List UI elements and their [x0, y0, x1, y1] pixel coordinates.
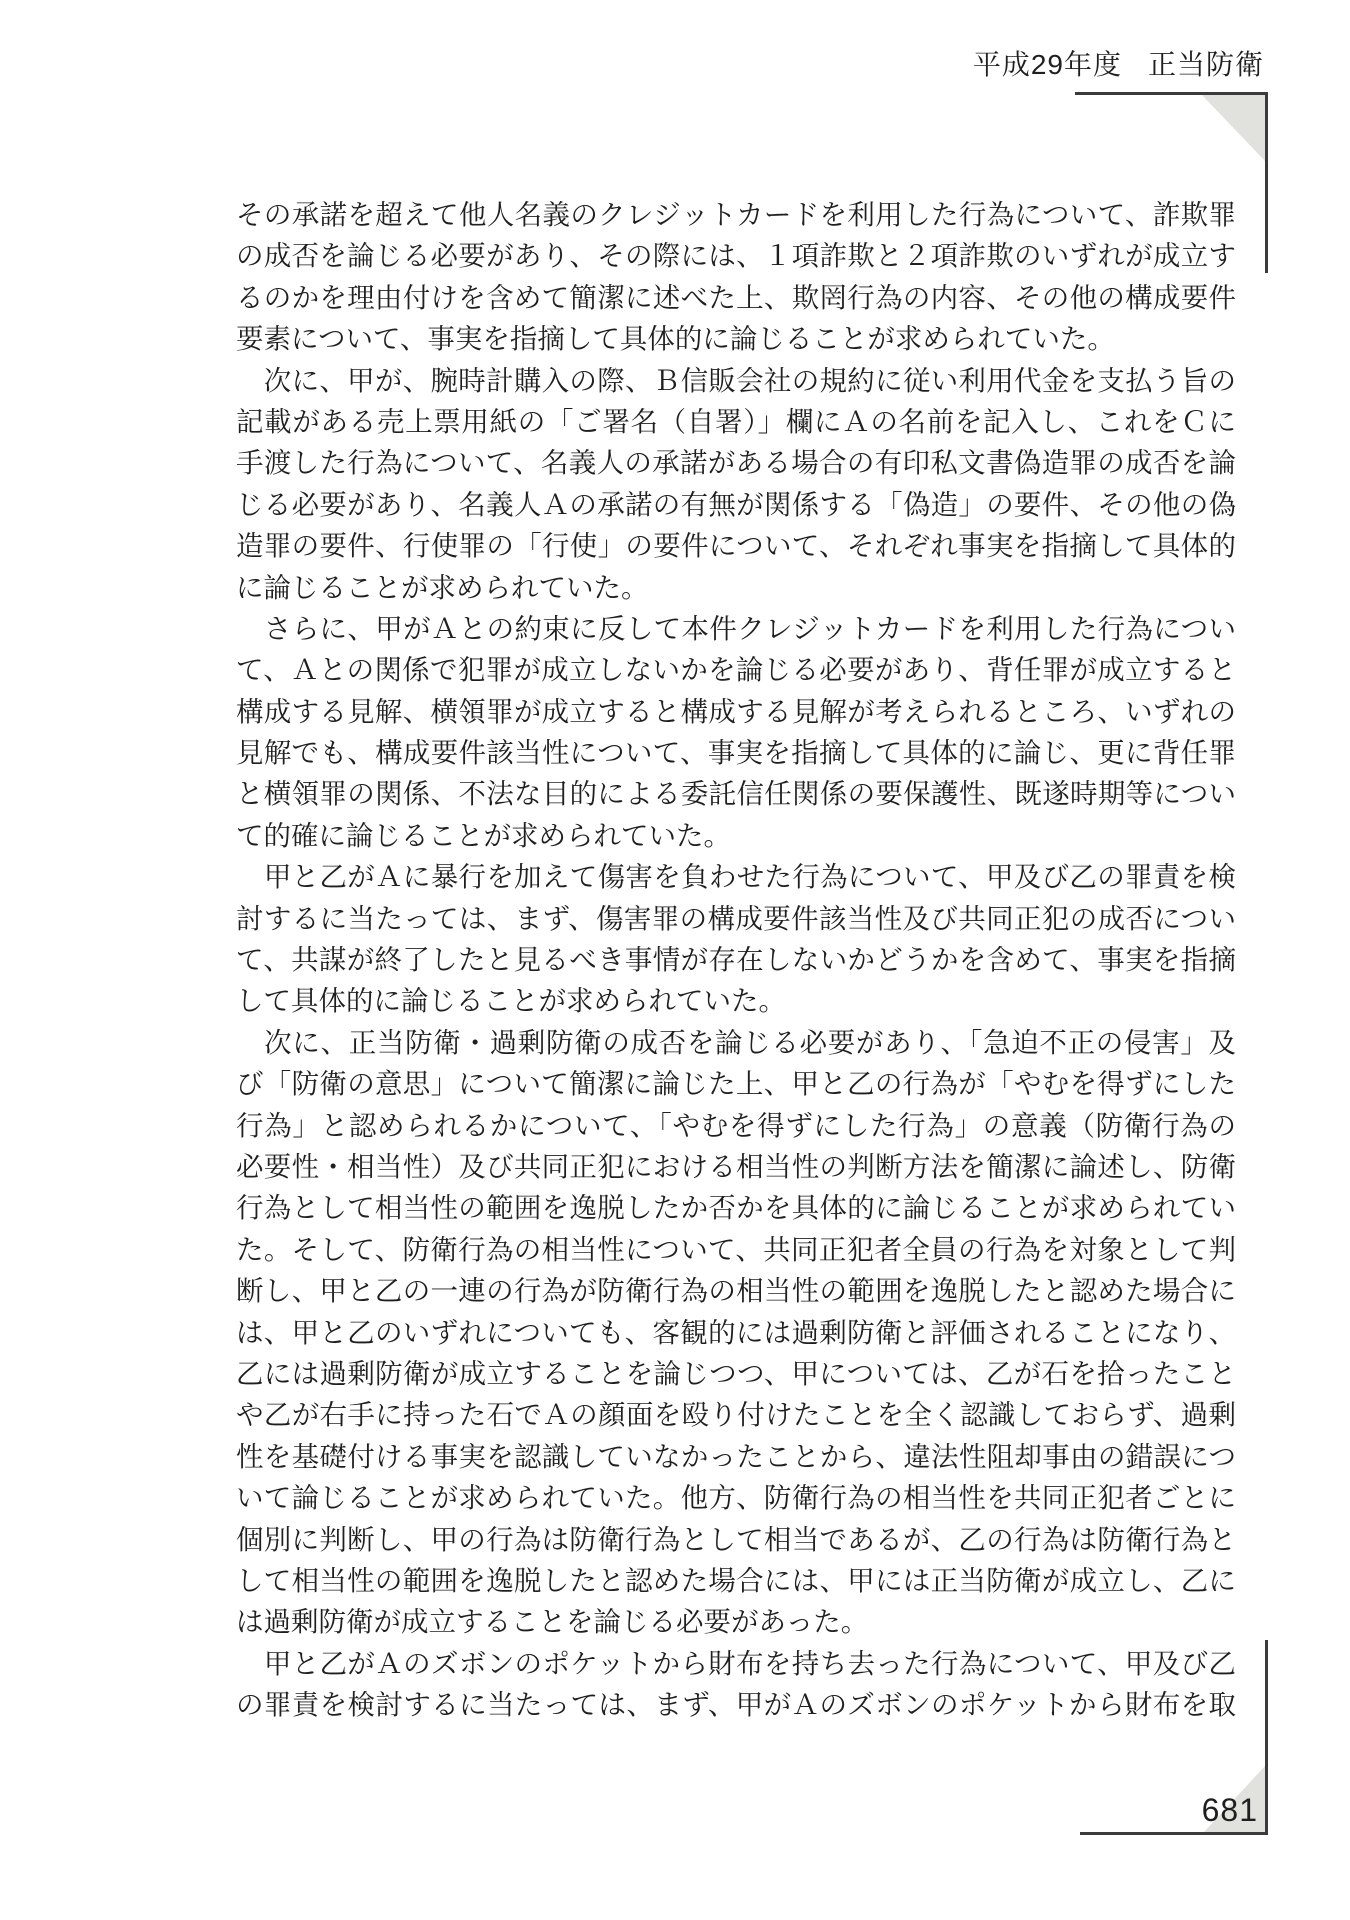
page-number: 681 [1201, 1792, 1258, 1828]
text-line: た。そして、防衛行為の相当性について、共同正犯者全員の行為を対象として判 [236, 1233, 1236, 1266]
header-era-label: 平成29年度 [972, 49, 1122, 80]
text-line: さらに、甲がＡとの約束に反して本件クレジットカードを利用した行為につい [236, 612, 1236, 645]
text-line: 見解でも、構成要件該当性について、事実を指摘して具体的に論じ、更に背任罪 [236, 737, 1236, 770]
text-line: 記載がある売上票用紙の「ご署名（自署）」欄にＡの名前を記入し、これをＣに [236, 405, 1236, 438]
text-line: 個別に判断し、甲の行為は防衛行為として相当であるが、乙の行為は防衛行為と [236, 1523, 1236, 1556]
text-line: じる必要があり、名義人Ａの承諾の有無が関係する「偽造」の要件、その他の偽 [236, 488, 1236, 521]
header-rule-vertical [1265, 92, 1268, 273]
text-line: 行為として相当性の範囲を逸脱したか否かを具体的に論じることが求められてい [236, 1192, 1236, 1225]
text-line: 次に、甲が、腕時計購入の際、Ｂ信販会社の規約に従い利用代金を支払う旨の [236, 364, 1236, 397]
footer-rule-vertical [1265, 1640, 1268, 1835]
text-line: して具体的に論じることが求められていた。 [236, 985, 786, 1018]
text-line: 甲と乙がＡに暴行を加えて傷害を負わせた行為について、甲及び乙の罪責を検 [236, 861, 1236, 894]
text-line: 要素について、事実を指摘して具体的に論じることが求められていた。 [236, 323, 1115, 356]
text-line: 断し、甲と乙の一連の行為が防衛行為の相当性の範囲を逸脱したと認めた場合に [236, 1275, 1236, 1308]
text-line: は過剰防衛が成立することを論じる必要があった。 [236, 1606, 869, 1639]
footer-rule-horizontal [1080, 1832, 1268, 1835]
text-line: 次に、正当防衛・過剰防衛の成否を論じる必要があり、「急迫不正の侵害」及 [236, 1026, 1236, 1059]
text-line: び「防衛の意思」について簡潔に論じた上、甲と乙の行為が「やむを得ずにした [236, 1068, 1236, 1101]
text-line: て、Ａとの関係で犯罪が成立しないかを論じる必要があり、背任罪が成立すると [236, 654, 1236, 687]
text-line: して相当性の範囲を逸脱したと認めた場合には、甲には正当防衛が成立し、乙に [236, 1564, 1236, 1597]
text-line: や乙が右手に持った石でＡの顔面を殴り付けたことを全く認識しておらず、過剰 [236, 1399, 1236, 1432]
text-line: 討するに当たっては、まず、傷害罪の構成要件該当性及び共同正犯の成否につい [236, 902, 1236, 935]
text-line: て的確に論じることが求められていた。 [236, 819, 731, 852]
text-line: 甲と乙がＡのズボンのポケットから財布を持ち去った行為について、甲及び乙 [236, 1647, 1236, 1680]
text-line: は、甲と乙のいずれについても、客観的には過剰防衛と評価されることになり、 [236, 1316, 1236, 1349]
text-line: 行為」と認められるかについて、「やむを得ずにした行為」の意義（防衛行為の [236, 1109, 1236, 1142]
text-line: に論じることが求められていた。 [236, 571, 649, 604]
text-line: いて論じることが求められていた。他方、防衛行為の相当性を共同正犯者ごとに [236, 1482, 1236, 1515]
text-line: その承諾を超えて他人名義のクレジットカードを利用した行為について、詐欺罪 [236, 199, 1236, 231]
text-line: て、共謀が終了したと見るべき事情が存在しないかどうかを含めて、事実を指摘 [236, 944, 1236, 977]
header-topic-label: 正当防衛 [1147, 49, 1264, 80]
text-line: るのかを理由付けを含めて簡潔に述べた上、欺罔行為の内容、その他の構成要件 [236, 281, 1236, 314]
text-line: 手渡した行為について、名義人の承諾がある場合の有印私文書偽造罪の成否を論 [236, 447, 1236, 480]
text-line: 必要性・相当性）及び共同正犯における相当性の判断方法を簡潔に論述し、防衛 [236, 1150, 1236, 1183]
text-line: 造罪の要件、行使罪の「行使」の要件について、それぞれ事実を指摘して具体的 [236, 530, 1236, 563]
text-line: の成否を論じる必要があり、その際には、１項詐欺と２項詐欺のいずれが成立す [236, 240, 1236, 273]
page-header [973, 50, 1264, 80]
text-line: と横領罪の関係、不法な目的による委託信任関係の要保護性、既遂時期等につい [236, 778, 1236, 811]
text-line: の罪責を検討するに当たっては、まず、甲がＡのズボンのポケットから財布を取 [236, 1689, 1236, 1722]
body-text [236, 195, 1236, 1726]
text-line: 性を基礎付ける事実を認識していなかったことから、違法性阻却事由の錯誤につ [236, 1440, 1236, 1473]
text-line: 構成する見解、横領罪が成立すると構成する見解が考えられるところ、いずれの [236, 695, 1236, 728]
text-line: 乙には過剰防衛が成立することを論じつつ、甲については、乙が石を拾ったこと [236, 1357, 1236, 1390]
header-rule-horizontal [1075, 92, 1268, 95]
corner-fold-top-icon [1202, 95, 1265, 161]
